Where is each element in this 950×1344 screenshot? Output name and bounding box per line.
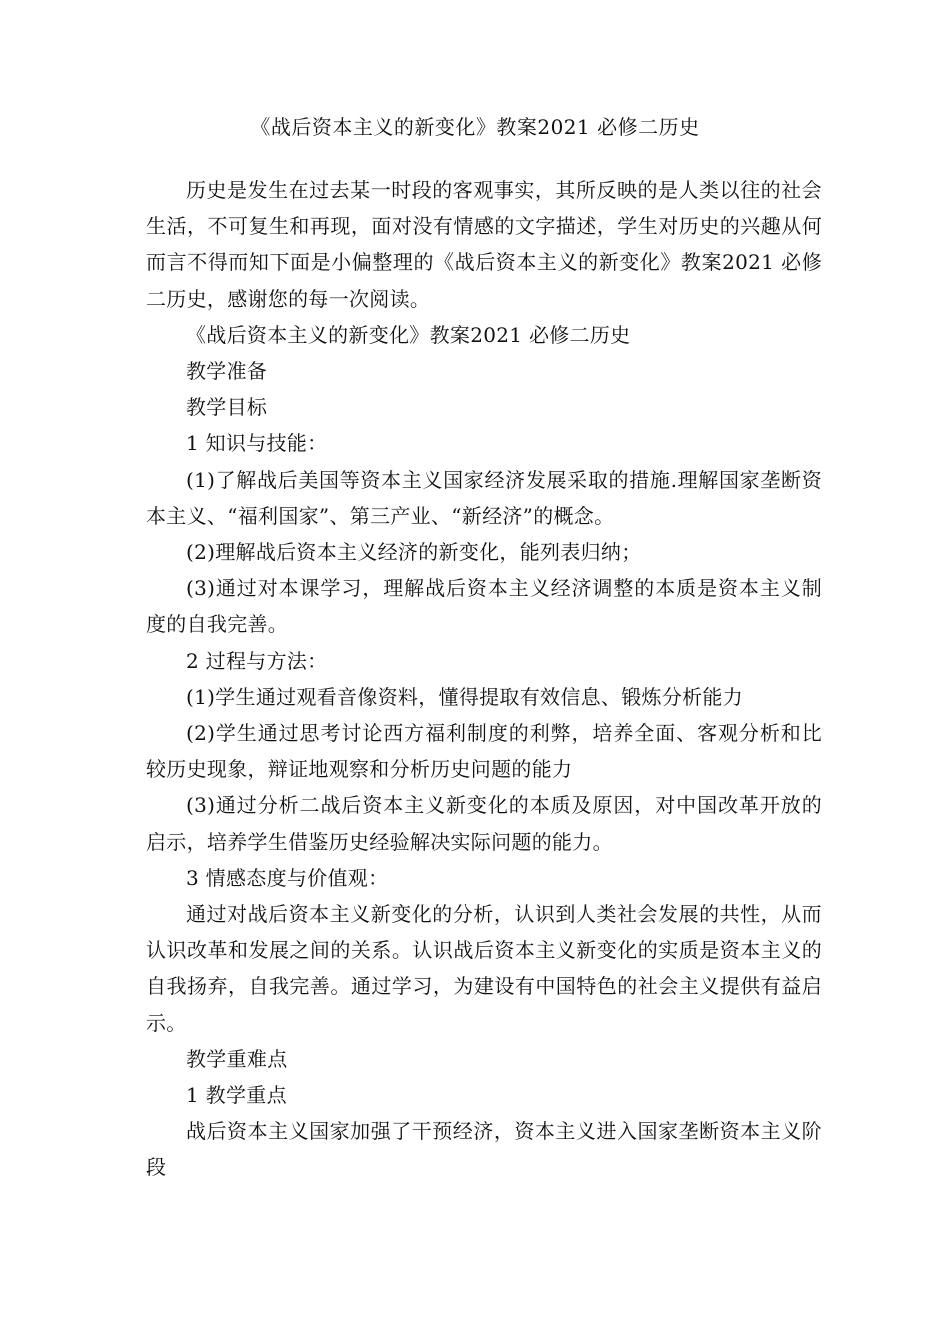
heading-attitude-values: 3 情感态度与价值观： — [186, 865, 389, 890]
objective-item: (2)学生通过思考讨论西方福利制度的利弊，培养全面、客观分析和比较历史现象，辩证地观察和分析历史问题的能力 — [146, 721, 822, 782]
heading-teaching-objectives: 教学目标 — [186, 395, 268, 420]
objective-item: (1)学生通过观看音像资料，懂得提取有效信息、锻炼分析能力 — [186, 684, 744, 709]
paragraph-key-points: 战后资本主义国家加强了干预经济，资本主义进入国家垄断资本主义阶段 — [146, 1119, 822, 1180]
paragraph-repeat-title: 《战后资本主义的新变化》教案2021 必修二历史 — [186, 322, 631, 347]
paragraph-attitude-values: 通过对战后资本主义新变化的分析，认识到人类社会发展的共性，从而认识改革和发展之间的关系。认识战后资本主义新变化的实质是资本主义的自我扬弃，自我完善。通过学习，为建设有中国特色的社会主义提供有益启示。 — [146, 902, 822, 1035]
objective-item: (2)理解战后资本主义经济的新变化，能列表归纳； — [186, 540, 642, 565]
document-body — [146, 172, 822, 1186]
heading-teaching-preparation: 教学准备 — [186, 359, 268, 384]
heading-key-difficult-points: 教学重难点 — [186, 1046, 288, 1071]
objective-item: (3)通过分析二战后资本主义新变化的本质及原因，对中国改革开放的启示，培养学生借鉴历史经验解决实际问题的能力。 — [146, 793, 822, 854]
paragraph-intro: 历史是发生在过去某一时段的客观事实，其所反映的是人类以往的社会生活，不可复生和再现，面对没有情感的文字描述，学生对历史的兴趣从何而言不得而知下面是小偏整理的《战后资本主义的新变化》教案2021 必修二历史，感谢您的每一次阅读。 — [146, 178, 822, 311]
heading-knowledge-skills: 1 知识与技能： — [186, 431, 328, 456]
objective-item: (3)通过对本课学习，理解战后资本主义经济调整的本质是资本主义制度的自我完善。 — [146, 576, 822, 637]
document-title: 《战后资本主义的新变化》教案2021 必修二历史 — [250, 115, 700, 139]
heading-key-points: 1 教学重点 — [186, 1083, 287, 1108]
objective-item: (1)了解战后美国等资本主义国家经济发展采取的措施.理解国家垄断资本主义、“福利国家”、第三产业、“新经济”的概念。 — [146, 467, 822, 528]
heading-process-methods: 2 过程与方法： — [186, 648, 328, 673]
